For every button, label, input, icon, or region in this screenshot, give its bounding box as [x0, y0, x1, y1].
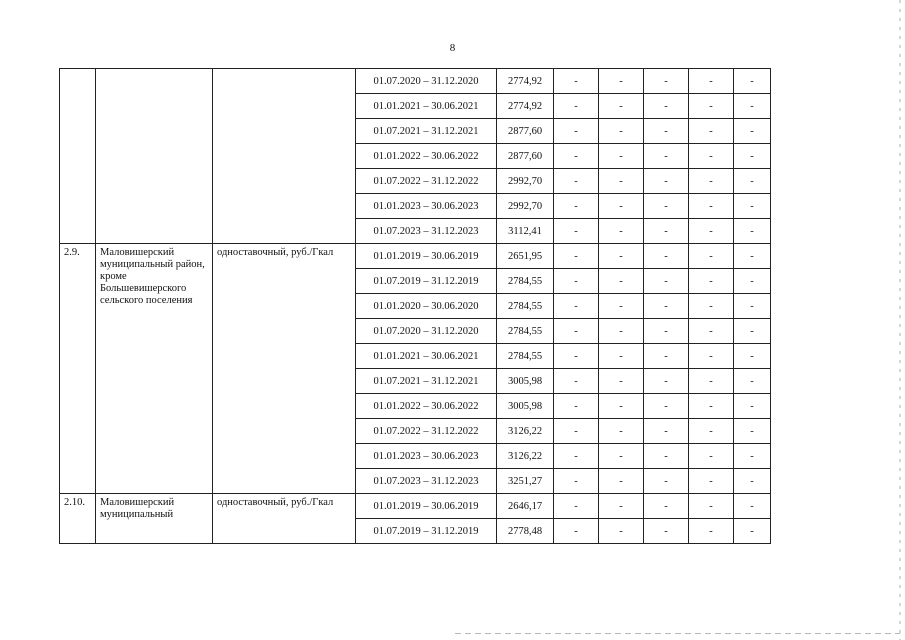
tariff-value-cell: 2877,60 — [497, 119, 554, 144]
empty-value-cell: - — [644, 319, 689, 344]
tariff-value-cell: 2784,55 — [497, 294, 554, 319]
period-cell: 01.01.2020 – 30.06.2020 — [356, 294, 497, 319]
period-cell: 01.07.2023 – 31.12.2023 — [356, 219, 497, 244]
empty-value-cell: - — [689, 144, 734, 169]
period-cell: 01.07.2019 – 31.12.2019 — [356, 269, 497, 294]
tariff-value-cell: 3005,98 — [497, 394, 554, 419]
empty-value-cell: - — [554, 219, 599, 244]
scan-edge-artifact — [899, 0, 901, 640]
empty-value-cell: - — [599, 344, 644, 369]
empty-value-cell: - — [644, 269, 689, 294]
period-cell: 01.01.2021 – 30.06.2021 — [356, 94, 497, 119]
empty-value-cell: - — [599, 369, 644, 394]
empty-value-cell: - — [599, 194, 644, 219]
tariff-value-cell: 2646,17 — [497, 494, 554, 519]
period-cell: 01.07.2023 – 31.12.2023 — [356, 469, 497, 494]
empty-value-cell: - — [644, 119, 689, 144]
tariff-value-cell: 2774,92 — [497, 69, 554, 94]
empty-value-cell: - — [599, 244, 644, 269]
empty-value-cell: - — [554, 269, 599, 294]
empty-value-cell: - — [554, 419, 599, 444]
empty-value-cell: - — [644, 219, 689, 244]
tariff-value-cell: 2778,48 — [497, 519, 554, 544]
empty-value-cell: - — [734, 344, 771, 369]
tariff-type — [213, 69, 356, 244]
empty-value-cell: - — [689, 319, 734, 344]
tariff-value-cell: 2877,60 — [497, 144, 554, 169]
period-cell: 01.01.2019 – 30.06.2019 — [356, 244, 497, 269]
area-name: Маловишерский муниципальный район, кроме Большевишерского сельского поселения — [96, 244, 213, 494]
empty-value-cell: - — [734, 444, 771, 469]
tariff-type: одноставочный, руб./Гкал — [213, 244, 356, 494]
empty-value-cell: - — [554, 494, 599, 519]
empty-value-cell: - — [689, 444, 734, 469]
empty-value-cell: - — [734, 119, 771, 144]
empty-value-cell: - — [599, 469, 644, 494]
empty-value-cell: - — [734, 319, 771, 344]
period-cell: 01.07.2020 – 31.12.2020 — [356, 319, 497, 344]
empty-value-cell: - — [644, 369, 689, 394]
empty-value-cell: - — [599, 419, 644, 444]
empty-value-cell: - — [554, 444, 599, 469]
empty-value-cell: - — [599, 519, 644, 544]
tariff-value-cell: 2651,95 — [497, 244, 554, 269]
empty-value-cell: - — [734, 519, 771, 544]
tariff-table — [59, 68, 771, 544]
period-cell: 01.01.2019 – 30.06.2019 — [356, 494, 497, 519]
empty-value-cell: - — [734, 194, 771, 219]
tariff-value-cell: 2992,70 — [497, 194, 554, 219]
empty-value-cell: - — [599, 294, 644, 319]
empty-value-cell: - — [644, 419, 689, 444]
empty-value-cell: - — [599, 444, 644, 469]
empty-value-cell: - — [734, 219, 771, 244]
period-cell: 01.01.2023 – 30.06.2023 — [356, 194, 497, 219]
empty-value-cell: - — [689, 419, 734, 444]
empty-value-cell: - — [644, 144, 689, 169]
empty-value-cell: - — [554, 369, 599, 394]
period-cell: 01.01.2021 – 30.06.2021 — [356, 344, 497, 369]
empty-value-cell: - — [554, 169, 599, 194]
empty-value-cell: - — [689, 244, 734, 269]
scan-bottom-artifact — [455, 633, 900, 634]
empty-value-cell: - — [734, 469, 771, 494]
empty-value-cell: - — [644, 244, 689, 269]
empty-value-cell: - — [734, 244, 771, 269]
empty-value-cell: - — [599, 169, 644, 194]
period-cell: 01.07.2019 – 31.12.2019 — [356, 519, 497, 544]
row-number: 2.9. — [60, 244, 96, 494]
table-row — [60, 244, 771, 269]
empty-value-cell: - — [599, 69, 644, 94]
tariff-value-cell: 3126,22 — [497, 444, 554, 469]
empty-value-cell: - — [554, 194, 599, 219]
period-cell: 01.01.2022 – 30.06.2022 — [356, 394, 497, 419]
empty-value-cell: - — [599, 144, 644, 169]
empty-value-cell: - — [734, 94, 771, 119]
period-cell: 01.01.2022 – 30.06.2022 — [356, 144, 497, 169]
empty-value-cell: - — [689, 469, 734, 494]
row-number: 2.10. — [60, 494, 96, 544]
period-cell: 01.01.2023 – 30.06.2023 — [356, 444, 497, 469]
empty-value-cell: - — [554, 94, 599, 119]
period-cell: 01.07.2021 – 31.12.2021 — [356, 119, 497, 144]
empty-value-cell: - — [644, 344, 689, 369]
period-cell: 01.07.2020 – 31.12.2020 — [356, 69, 497, 94]
empty-value-cell: - — [644, 444, 689, 469]
table-row — [60, 494, 771, 519]
period-cell: 01.07.2022 – 31.12.2022 — [356, 419, 497, 444]
empty-value-cell: - — [644, 294, 689, 319]
period-cell: 01.07.2022 – 31.12.2022 — [356, 169, 497, 194]
tariff-value-cell: 2784,55 — [497, 344, 554, 369]
tariff-value-cell: 2784,55 — [497, 319, 554, 344]
empty-value-cell: - — [644, 519, 689, 544]
empty-value-cell: - — [599, 269, 644, 294]
empty-value-cell: - — [734, 69, 771, 94]
empty-value-cell: - — [644, 194, 689, 219]
empty-value-cell: - — [689, 519, 734, 544]
tariff-value-cell: 2992,70 — [497, 169, 554, 194]
empty-value-cell: - — [554, 244, 599, 269]
empty-value-cell: - — [734, 394, 771, 419]
tariff-value-cell: 2774,92 — [497, 94, 554, 119]
empty-value-cell: - — [689, 119, 734, 144]
table-row — [60, 69, 771, 94]
empty-value-cell: - — [689, 344, 734, 369]
empty-value-cell: - — [689, 169, 734, 194]
tariff-value-cell: 3005,98 — [497, 369, 554, 394]
empty-value-cell: - — [734, 294, 771, 319]
empty-value-cell: - — [554, 394, 599, 419]
row-number — [60, 69, 96, 244]
tariff-type: одноставочный, руб./Гкал — [213, 494, 356, 544]
empty-value-cell: - — [644, 69, 689, 94]
empty-value-cell: - — [689, 294, 734, 319]
empty-value-cell: - — [689, 219, 734, 244]
empty-value-cell: - — [689, 369, 734, 394]
empty-value-cell: - — [554, 519, 599, 544]
empty-value-cell: - — [689, 194, 734, 219]
empty-value-cell: - — [734, 269, 771, 294]
empty-value-cell: - — [599, 219, 644, 244]
empty-value-cell: - — [689, 269, 734, 294]
empty-value-cell: - — [554, 294, 599, 319]
empty-value-cell: - — [734, 369, 771, 394]
tariff-value-cell: 2784,55 — [497, 269, 554, 294]
empty-value-cell: - — [599, 494, 644, 519]
tariff-value-cell: 3112,41 — [497, 219, 554, 244]
period-cell: 01.07.2021 – 31.12.2021 — [356, 369, 497, 394]
empty-value-cell: - — [554, 344, 599, 369]
page-number: 8 — [449, 42, 456, 54]
empty-value-cell: - — [644, 169, 689, 194]
empty-value-cell: - — [644, 469, 689, 494]
empty-value-cell: - — [554, 319, 599, 344]
area-name — [96, 69, 213, 244]
empty-value-cell: - — [599, 319, 644, 344]
empty-value-cell: - — [734, 494, 771, 519]
empty-value-cell: - — [599, 119, 644, 144]
tariff-value-cell: 3251,27 — [497, 469, 554, 494]
empty-value-cell: - — [554, 469, 599, 494]
empty-value-cell: - — [734, 144, 771, 169]
tariff-value-cell: 3126,22 — [497, 419, 554, 444]
empty-value-cell: - — [554, 119, 599, 144]
area-name: Маловишерский муниципальный — [96, 494, 213, 544]
empty-value-cell: - — [644, 494, 689, 519]
empty-value-cell: - — [599, 94, 644, 119]
empty-value-cell: - — [689, 69, 734, 94]
empty-value-cell: - — [689, 94, 734, 119]
empty-value-cell: - — [554, 69, 599, 94]
empty-value-cell: - — [734, 169, 771, 194]
empty-value-cell: - — [644, 394, 689, 419]
empty-value-cell: - — [734, 419, 771, 444]
empty-value-cell: - — [689, 494, 734, 519]
empty-value-cell: - — [599, 394, 644, 419]
empty-value-cell: - — [689, 394, 734, 419]
empty-value-cell: - — [554, 144, 599, 169]
empty-value-cell: - — [644, 94, 689, 119]
